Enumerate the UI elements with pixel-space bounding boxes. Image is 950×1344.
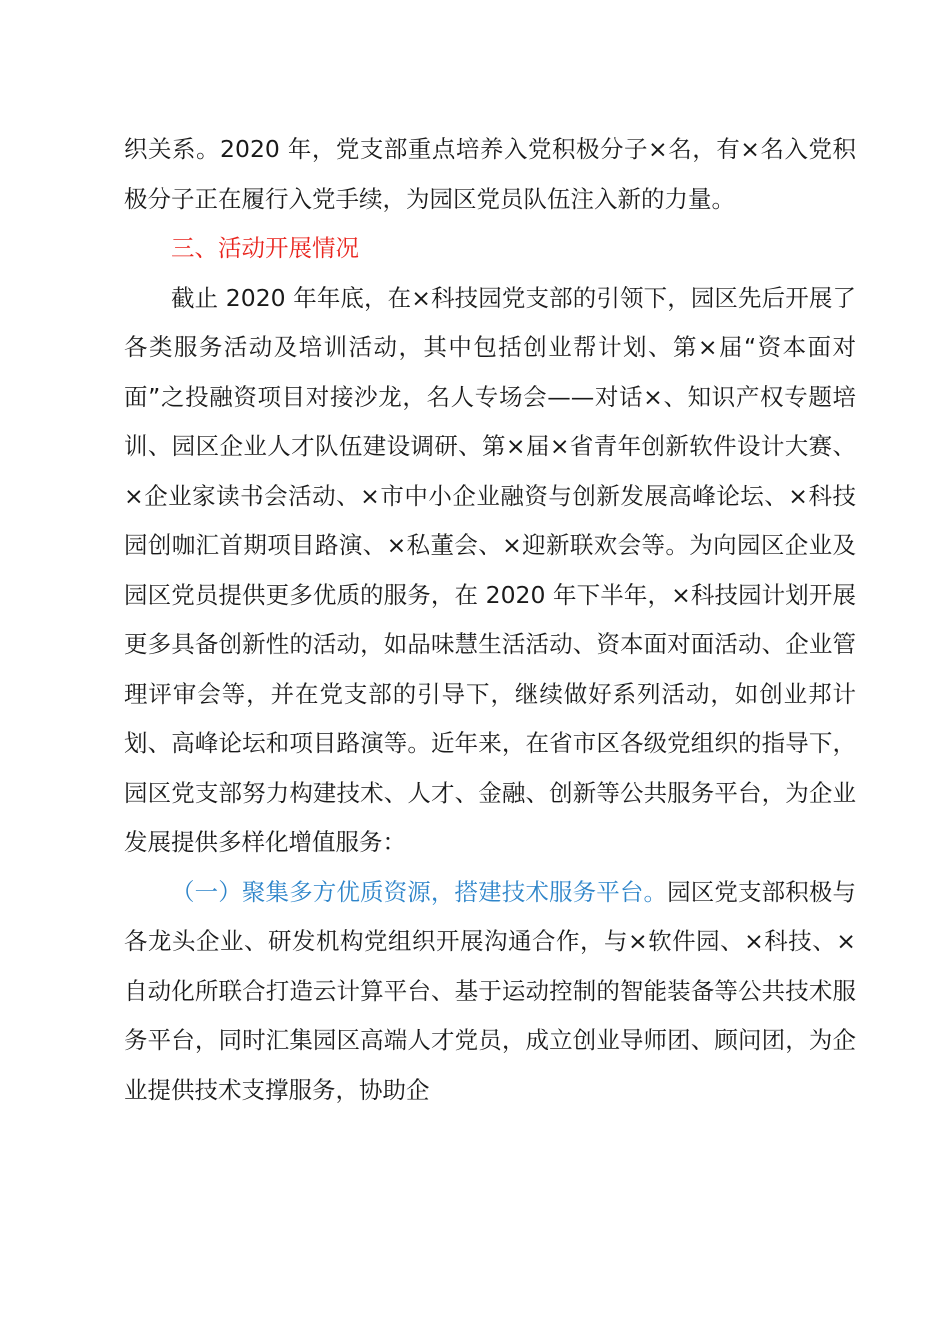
document-body: [124, 125, 856, 1115]
section-heading: 三、活动开展情况: [171, 234, 359, 262]
paragraph-continuation: 织关系。2020 年，党支部重点培养入党积极分子×名，有×名入党积极分子正在履行入党手续，为园区党员队伍注入新的力量。: [124, 135, 856, 213]
paragraph-tech-platform: [124, 868, 856, 1116]
subsection-heading: （一）聚集多方优质资源，搭建技术服务平台。: [171, 877, 668, 906]
paragraph-tech-platform-text: 园区党支部积极与各龙头企业、研发机构党组织开展沟通合作，与×软件园、×科技、×自动化所联合打造云计算平台、基于运动控制的智能装备等公共技术服务平台，同时汇集园区高端人才党员，成立创业导师团、顾问团，为企业提供技术支撑服务，协助企: [124, 877, 856, 1104]
paragraph-activities: 截止 2020 年年底，在×科技园党支部的引领下，园区先后开展了各类服务活动及培训活动，其中包括创业帮计划、第×届“资本面对面”之投融资项目对接沙龙，名人专场会——对话×、知识产权专题培训、园区企业人才队伍建设调研、第×届×省青年创新软件设计大赛、×企业家读书会活动、×市中小企业融资与创新发展高峰论坛、×科技园创咖汇首期项目路演、×私董会、×迎新联欢会等。为向园区企业及园区党员提供更多优质的服务，在 2020 年下半年，×科技园计划开展更多具备创新性的活动，如品味慧生活活动、资本面对面活动、企业管理评审会等，并在党支部的引导下，继续做好系列活动，如创业邦计划、高峰论坛和项目路演等。近年来，在省市区各级党组织的指导下，园区党支部努力构建技术、人才、金融、创新等公共服务平台，为企业发展提供多样化增值服务：: [124, 283, 856, 856]
